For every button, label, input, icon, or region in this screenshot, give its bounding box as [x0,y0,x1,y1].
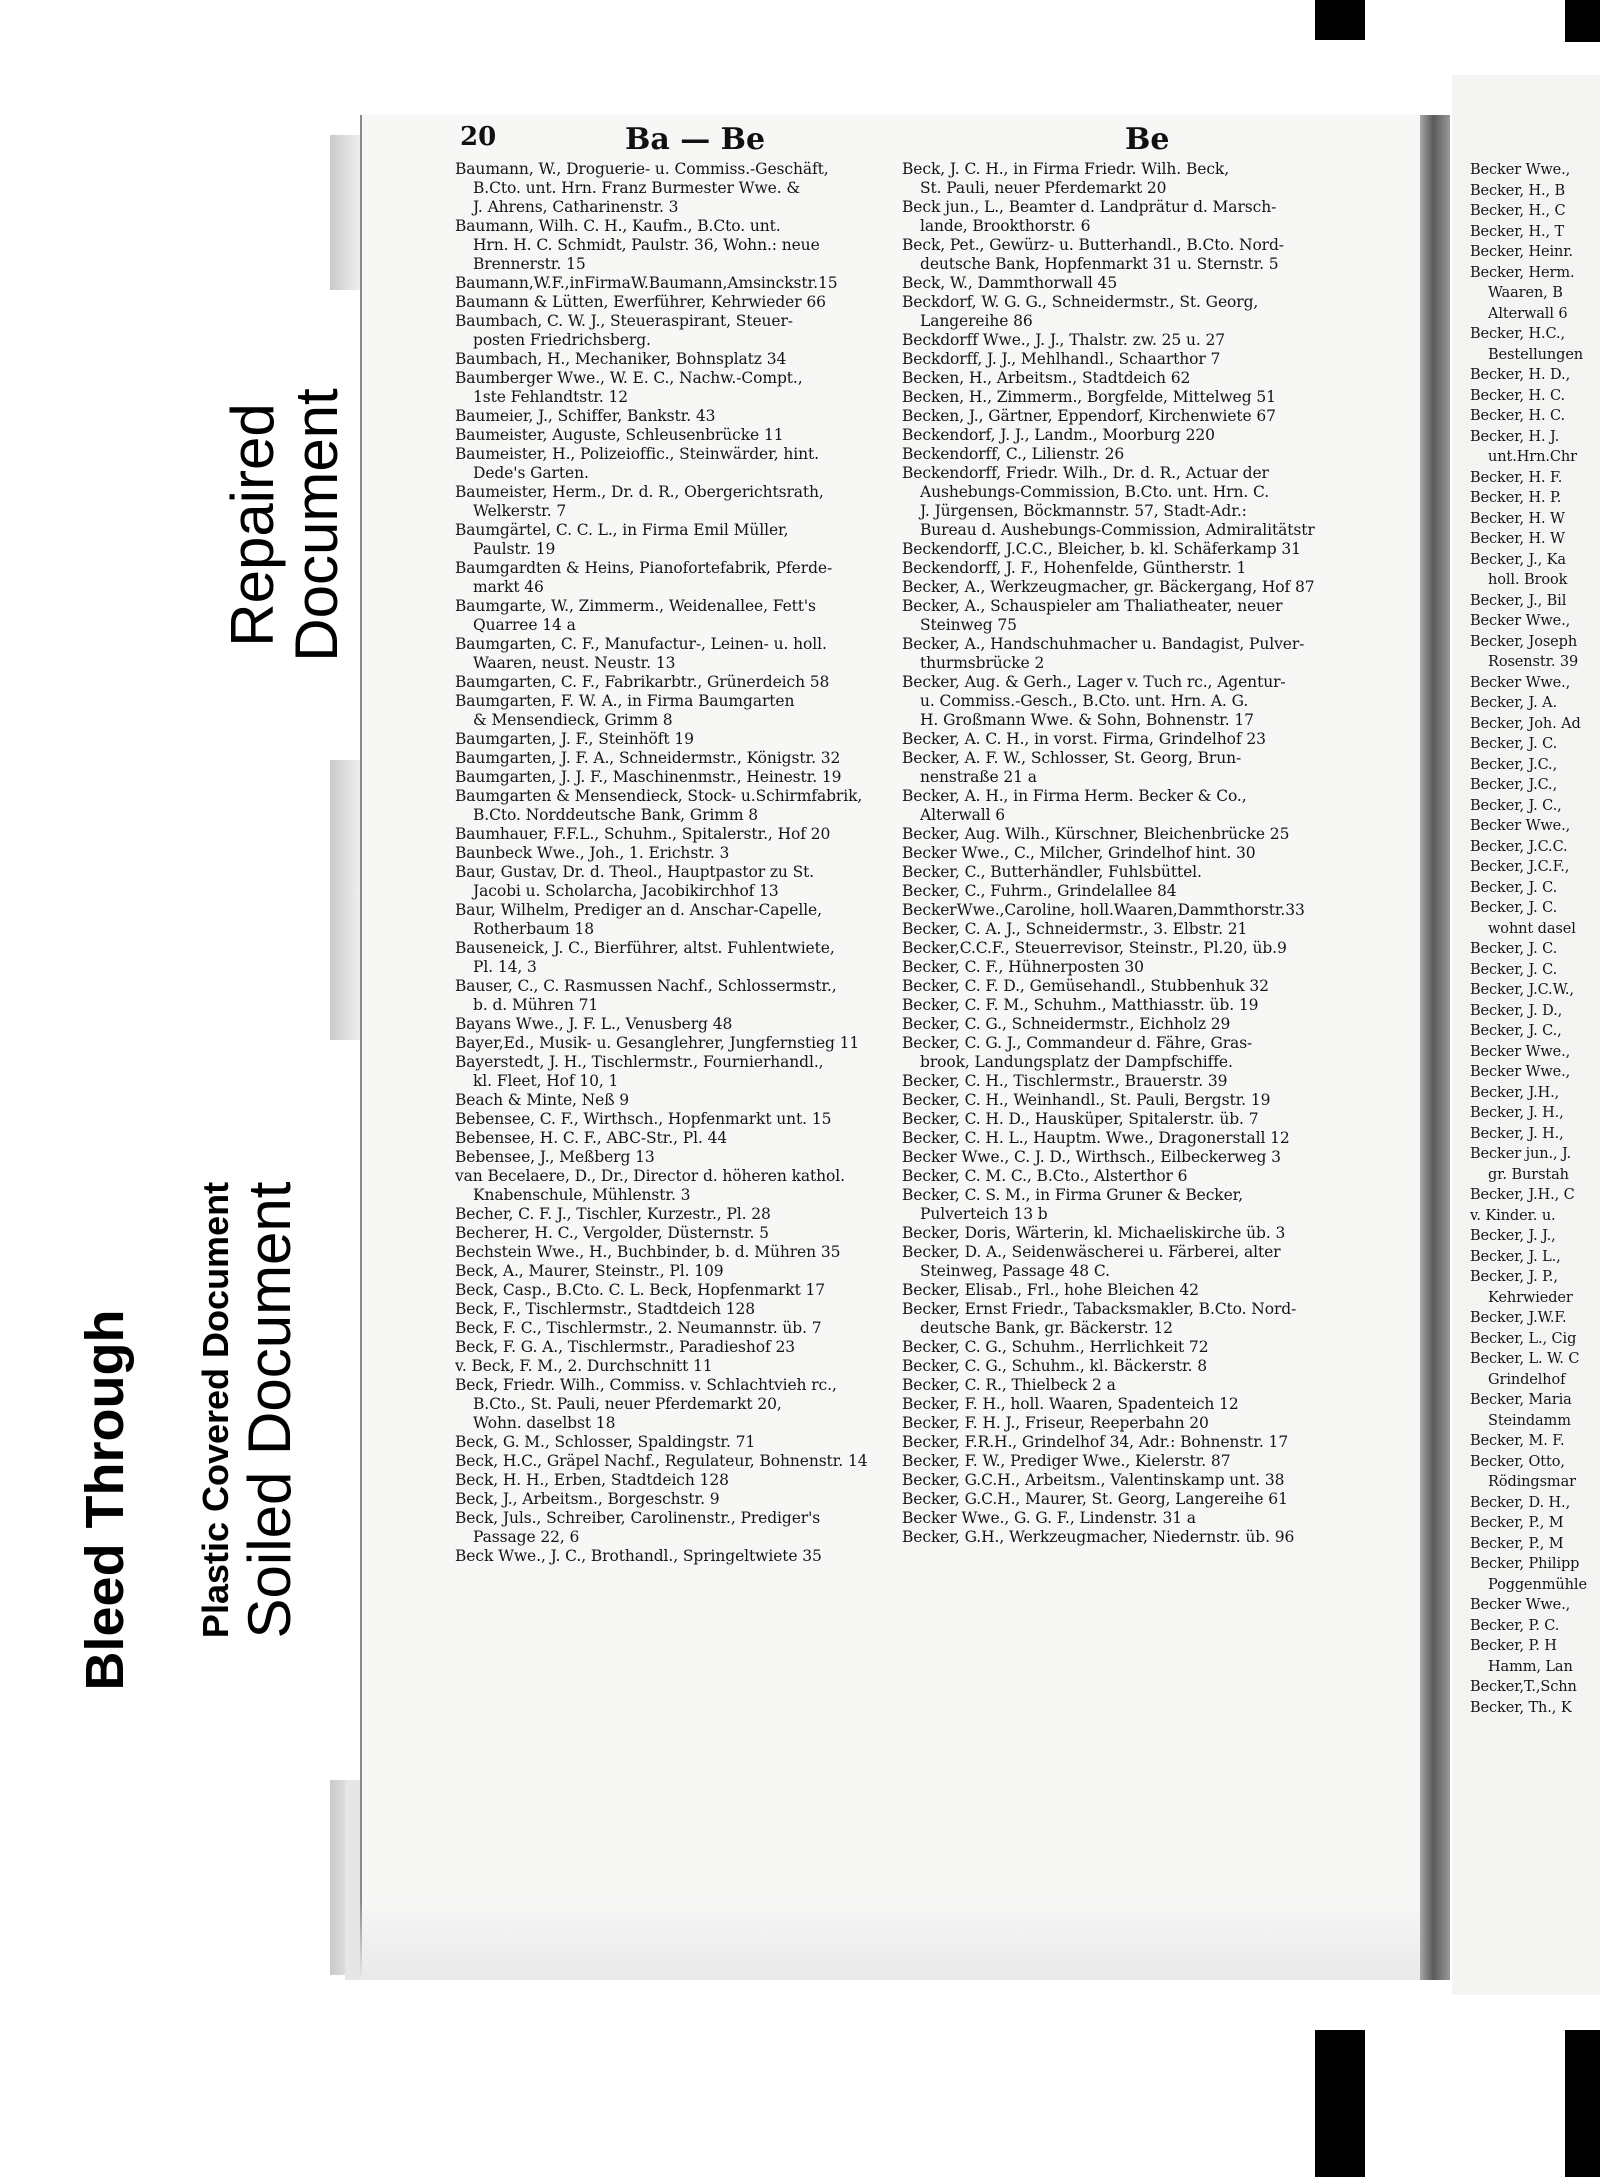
right-column-entry-line: Rosenstr. 39 [1488,654,1579,670]
right-column-entry-line: Becker, H. C. [1470,408,1566,424]
right-column-entry-line: Becker, J. H., [1470,1125,1564,1142]
right-column-entry-line: Poggenmühle [1488,1576,1587,1593]
right-column-entry-line: Becker, Herm. [1470,264,1575,281]
middle-column-entry-line: Becker, C., Fuhrm., Grindelallee 84 [902,882,1177,900]
left-column-entry-line: Baumbach, H., Mechaniker, Bohnsplatz 34 [455,350,787,368]
middle-column-entry-line: Becker, C. M. C., B.Cto., Alsterthor 6 [902,1167,1188,1185]
left-column-entry-line: Rotherbaum 18 [473,920,594,938]
left-column-entry-line: Beck, F., Tischlermstr., Stadtdeich 128 [455,1300,756,1318]
left-column-entry-line: Baumann, W., Droguerie- u. Commiss.-Geschäft, [455,160,829,178]
right-column-entry-line: Bestellungen [1488,346,1584,363]
left-column-entry-line: Hrn. H. C. Schmidt, Paulstr. 36, Wohn.: neue [473,236,820,254]
right-column-entry-line: Becker, J. J., [1470,1228,1556,1244]
middle-column-entry-line: Becker Wwe., G. G. F., Lindenstr. 31 a [902,1509,1196,1527]
left-column-entry-line: Knabenschule, Mühlenstr. 3 [473,1186,691,1204]
middle-column-entry-line: Becker, C. S. M., in Firma Gruner & Becker, [902,1186,1244,1204]
left-column-entry-line: Baumann,W.F.,inFirmaW.Baumann,Amsinckstr.15 [455,274,838,292]
middle-column-entry-line: Becker, C. G., Schuhm., kl. Bäckerstr. 8 [902,1357,1207,1375]
scanner-clip-right-top [1565,0,1600,42]
left-column-entry-line: Baumgarte, W., Zimmerm., Weidenallee, Fett's [455,597,816,615]
middle-column-entry-line: Becker Wwe., C., Milcher, Grindelhof hint. 30 [902,844,1256,862]
middle-column-entry-line: Becker, A., Schauspieler am Thaliatheater, neuer [902,597,1283,615]
middle-column-entry-line: Becker, C. H., Weinhandl., St. Pauli, Bergstr. 19 [902,1091,1271,1109]
left-column-entry-line: Bayans Wwe., J. F. L., Venusberg 48 [455,1015,733,1033]
left-column-entry-line: Dede's Garten. [473,464,589,482]
right-column-entry-line: Becker, J. L., [1470,1248,1561,1265]
left-column-entry-line: Baumeister, Herm., Dr. d. R., Obergerichtsrath, [455,483,824,501]
right-column-entry-line: Becker, H. F. [1470,469,1563,486]
middle-column-entry-line: Beck, W., Dammthorwall 45 [902,274,1118,292]
left-column-entry-line: Beck, H.C., Gräpel Nachf., Regulateur, Bohnenstr. 14 [455,1452,868,1470]
right-column-entry-line: Becker, J.H., C [1470,1187,1575,1203]
left-column-entry-line: Baumgarten, F. W. A., in Firma Baumgarten [455,692,795,710]
right-column-entry-line: Becker, J., Ka [1470,551,1566,568]
left-column-entry-line: Beck, A., Maurer, Steinstr., Pl. 109 [455,1262,724,1280]
right-column-entry-line: Becker, J.C.C. [1470,838,1568,855]
right-column-entry-line: Becker, Maria [1470,1392,1572,1408]
right-column-entry-line: Becker, J. C. [1470,961,1558,978]
middle-column-entry-line: Becker,C.C.F., Steuerrevisor, Steinstr., Pl.20, üb.9 [902,939,1287,957]
right-column-entry-line: Becker, J.W.F. [1470,1310,1567,1326]
middle-column-entry-line: Beckendorf, J. J., Landm., Moorburg 220 [902,426,1215,444]
middle-column-entry-line: Becker, G.C.H., Arbeitsm., Valentinskamp unt. 38 [902,1471,1285,1489]
left-column-entry-line: Bebensee, C. F., Wirthsch., Hopfenmarkt unt. 15 [455,1110,832,1128]
right-column-entry-line: Becker Wwe., [1470,674,1571,691]
middle-column-entry-line: Becker, C. F. D., Gemüsehandl., Stubbenhuk 32 [902,977,1269,995]
right-column-entry-line: Becker, Th., K [1470,1699,1572,1716]
middle-column-entry-line: nenstraße 21 a [920,768,1037,786]
left-column-entry-line: Bauser, C., C. Rasmussen Nachf., Schlossermstr., [455,977,837,995]
left-column-entry-line: Welkerstr. 7 [473,502,567,520]
right-column-entry-line: Becker, P. C. [1470,1617,1560,1634]
middle-column-entry-line: Becker Wwe., C. J. D., Wirthsch., Eilbeckerweg 3 [902,1148,1281,1166]
right-column-entry-line: Alterwall 6 [1488,305,1568,322]
left-column-entry-line: v. Beck, F. M., 2. Durchschnitt 11 [455,1357,713,1375]
right-column-entry-line: Becker, Joseph [1470,633,1578,650]
left-column-entry-line: Becher, C. F. J., Tischler, Kurzestr., Pl. 28 [455,1205,771,1223]
middle-column-entry-line: u. Commiss.-Gesch., B.Cto. unt. Hrn. A. G. [920,692,1249,710]
right-column-entry-line: Becker, J.H., [1470,1084,1560,1101]
middle-column-entry-line: Becker, C. H. D., Hausküper, Spitalerstr. üb. 7 [902,1110,1259,1128]
middle-column-entry-line: deutsche Bank, gr. Bäckerstr. 12 [920,1319,1173,1337]
left-column-entry-line: Beck, Casp., B.Cto. C. L. Beck, Hopfenmarkt 17 [455,1281,826,1299]
directory-column-middle [902,160,1367,1547]
left-column-entry-line: J. Ahrens, Catharinenstr. 3 [473,198,679,216]
page-bottom-fade [360,1900,1425,1980]
middle-column-entry-line: Becker, F. H. J., Friseur, Reeperbahn 20 [902,1414,1209,1432]
left-column-entry-line: b. d. Mühren 71 [473,996,599,1014]
middle-column-entry-line: Becker, C. H. L., Hauptm. Wwe., Dragonerstall 12 [902,1129,1290,1147]
middle-column-entry-line: Becker, D. A., Seidenwäscherei u. Färberei, alter [902,1243,1281,1261]
left-column-entry-line: Baumgarten & Mensendieck, Stock- u.Schirmfabrik, [455,787,863,805]
left-column-entry-line: Beck Wwe., J. C., Brothandl., Springeltwiete 35 [455,1547,822,1565]
middle-column-entry-line: J. Jürgensen, Böckmannstr. 57, Stadt-Adr.: [920,502,1247,520]
left-column-entry-line: Beck, H. H., Erben, Stadtdeich 128 [455,1471,729,1489]
bleed-through-label [55,1210,155,1790]
left-column-entry-line: Bauseneick, J. C., Bierführer, altst. Fuhlentwiete, [455,939,835,957]
left-column-entry-line: van Becelaere, D., Dr., Director d. höheren kathol. [455,1167,845,1185]
repaired-label-line-1: Repaired [219,403,286,647]
right-column-entry-line: Becker Wwe., [1470,162,1571,178]
right-column-entry-line: Grindelhof [1488,1371,1566,1388]
middle-column-entry-line: Becker, Aug. & Gerh., Lager v. Tuch rc., Agentur- [902,673,1286,691]
middle-column-entry-line: Becker, C., Butterhändler, Fuhlsbüttel. [902,863,1202,881]
left-column-entry-line: Baumgardten & Heins, Pianofortefabrik, Pferde- [455,559,833,577]
middle-column-entry-line: thurmsbrücke 2 [920,654,1045,672]
right-column-entry-line: Becker, J.C.F., [1470,859,1570,875]
right-column-entry-line: Becker, D. H., [1470,1494,1571,1511]
left-column-entry-line: Baumann, Wilh. C. H., Kaufm., B.Cto. unt. [455,217,781,235]
left-column-entry-line: Baur, Wilhelm, Prediger an d. Anschar-Capelle, [455,901,822,919]
bleed-through-text: Bleed Through [75,1309,135,1691]
right-column-entry-line: Kehrwieder [1488,1289,1573,1306]
directory-column-right [1470,160,1595,1718]
middle-column-entry-line: Beckdorff, J. J., Mehlhandl., Schaarthor 7 [902,350,1221,368]
repaired-document-label [210,290,360,760]
middle-column-entry-line: Becken, J., Gärtner, Eppendorf, Kirchenwiete 67 [902,407,1276,425]
middle-column-entry-line: brook, Landungsplatz der Dampfschiffe. [920,1053,1233,1071]
middle-column-entry-line: Beckendorff, J. F., Hohenfelde, Güntherstr. 1 [902,559,1247,577]
left-column-entry-line: Bebensee, H. C. F., ABC-Str., Pl. 44 [455,1129,728,1147]
right-column-entry-line: v. Kinder. u. [1470,1207,1556,1224]
middle-column-entry-line: Becker, F.R.H., Grindelhof 34, Adr.: Bohnenstr. 17 [902,1433,1289,1451]
right-column-entry-line: Becker, P., M [1470,1535,1564,1552]
left-column-entry-line: Beck, Juls., Schreiber, Carolinenstr., Prediger's [455,1509,821,1527]
right-column-entry-line: Becker, L. W. C [1470,1351,1580,1367]
left-column-entry-line: Waaren, neust. Neustr. 13 [473,654,676,672]
right-column-entry-line: Becker, M. F. [1470,1433,1565,1449]
right-column-entry-line: Hamm, Lan [1488,1658,1573,1675]
middle-column-entry-line: Becker, A., Handschuhmacher u. Bandagist, Pulver- [902,635,1305,653]
right-column-entry-line: Waaren, B [1488,285,1563,301]
right-column-entry-line: Becker jun., J. [1470,1146,1572,1162]
left-column-entry-line: Pl. 14, 3 [473,958,537,976]
left-column-entry-line: kl. Fleet, Hof 10, 1 [473,1072,619,1090]
page-number: 20 [460,122,497,152]
left-column-entry-line: Baumgarten, J. J. F., Maschinenmstr., Heinestr. 19 [455,768,842,786]
right-column-entry-line: Becker, H. P. [1470,490,1562,506]
right-column-entry-line: Becker, H., C [1470,203,1566,219]
left-column-entry-line: Baumbach, C. W. J., Steueraspirant, Steuer- [455,312,793,330]
middle-column-entry-line: Becken, H., Zimmerm., Borgfelde, Mittelweg 51 [902,388,1276,406]
left-column-entry-line: Baumgarten, C. F., Fabrikarbtr., Grünerdeich 58 [455,673,830,691]
left-column-entry-line: Bechstein Wwe., H., Buchbinder, b. d. Mühren 35 [455,1243,841,1261]
middle-column-entry-line: Alterwall 6 [920,806,1006,824]
right-column-entry-line: Becker, P., M [1470,1515,1564,1531]
middle-column-entry-line: Beckdorff Wwe., J. J., Thalstr. zw. 25 u. 27 [902,331,1226,349]
left-column-entry-line: Baumgarten, J. F. A., Schneidermstr., Königstr. 32 [455,749,841,767]
right-column-entry-line: Becker,T.,Schn [1470,1679,1577,1695]
left-column-entry-line: Beck, J., Arbeitsm., Borgeschstr. 9 [455,1490,720,1508]
scanner-clip-bottom [1315,2030,1365,2177]
right-column-entry-line: Becker, Heinr. [1470,244,1574,260]
middle-column-entry-line: lande, Brookthorstr. 6 [920,217,1091,235]
repaired-label-line-2: Document [283,388,350,662]
right-column-entry-line: Steindamm [1488,1412,1571,1429]
left-column-entry-line: posten Friedrichsberg. [473,331,651,349]
right-column-entry-line: Becker Wwe., [1470,1597,1571,1613]
middle-column-entry-line: Pulverteich 13 b [920,1205,1048,1223]
right-column-entry-line: Becker, Joh. Ad [1470,715,1581,732]
right-column-entry-line: Becker, J. D., [1470,1002,1563,1019]
middle-column-entry-line: Bureau d. Aushebungs-Commission, Admiralitätstr [920,521,1315,539]
middle-column-entry-line: St. Pauli, neuer Pferdemarkt 20 [920,179,1167,197]
right-column-entry-line: Becker, H., B [1470,182,1566,199]
right-column-entry-line: Becker, J. C. [1470,900,1558,916]
middle-column-entry-line: Becker, C. G., Schneidermstr., Eichholz 29 [902,1015,1231,1033]
right-column-entry-line: gr. Burstah [1488,1166,1569,1183]
middle-column-entry-line: Becker, A. C. H., in vorst. Firma, Grindelhof 23 [902,730,1266,748]
middle-column-entry-line: Beck, Pet., Gewürz- u. Butterhandl., B.Cto. Nord- [902,236,1284,254]
middle-column-entry-line: Becker, Ernst Friedr., Tabacksmakler, B.Cto. Nord- [902,1300,1297,1318]
middle-column-entry-line: Steinweg 75 [920,616,1017,634]
left-column-entry-line: Beck, G. M., Schlosser, Spaldingstr. 71 [455,1433,756,1451]
right-column-entry-line: Becker Wwe., [1470,1043,1571,1060]
middle-column-entry-line: Becker, Doris, Wärterin, kl. Michaeliskirche üb. 3 [902,1224,1286,1242]
running-head-left: Ba — Be [625,122,766,157]
left-column-entry-line: Baumgarten, C. F., Manufactur-, Leinen- u. holl. [455,635,827,653]
right-column-entry-line: Becker, J. C. [1470,736,1558,752]
right-column-entry-line: unt.Hrn.Chr [1488,449,1577,465]
middle-column-entry-line: H. Großmann Wwe. & Sohn, Bohnenstr. 17 [920,711,1254,729]
left-column-entry-line: Baumgärtel, C. C. L., in Firma Emil Müller, [455,521,789,539]
middle-column-entry-line: Becker, Aug. Wilh., Kürschner, Bleichenbrücke 25 [902,825,1290,843]
left-column-entry-line: Bebensee, J., Meßberg 13 [455,1148,655,1166]
right-column-entry-line: Becker, Philipp [1470,1556,1580,1572]
middle-column-entry-line: Beckendorff, J.C.C., Bleicher, b. kl. Schäferkamp 31 [902,540,1301,558]
left-column-entry-line: Beck, F. G. A., Tischlermstr., Paradieshof 23 [455,1338,795,1356]
right-column-entry-line: Becker, J. C. [1470,879,1558,896]
right-column-entry-line: Becker, H. W [1470,531,1565,547]
left-column-entry-line: Baumgarten, J. F., Steinhöft 19 [455,730,694,748]
left-column-entry-line: Baumeister, Auguste, Schleusenbrücke 11 [455,426,784,444]
left-column-entry-line: Baumberger Wwe., W. E. C., Nachw.-Compt., [455,369,803,387]
scanner-clip-top [1315,0,1365,40]
middle-column-entry-line: Aushebungs-Commission, B.Cto. unt. Hrn. C. [920,483,1270,501]
middle-column-entry-line: Beckdorf, W. G. G., Schneidermstr., St. Georg, [902,293,1259,311]
right-column-entry-line: Becker, J. A. [1470,695,1557,711]
right-column-entry-line: Becker, J.C., [1470,777,1558,793]
right-column-entry-line: Becker, H., T [1470,223,1565,240]
left-column-entry-line: Baumhauer, F.F.L., Schuhm., Spitalerstr., Hof 20 [455,825,831,843]
right-column-entry-line: Becker, J. C., [1470,1023,1562,1039]
right-column-entry-line: Becker, H. C. [1470,387,1566,404]
right-column-entry-line: Becker Wwe., [1470,613,1571,629]
middle-column-entry-line: Beck jun., L., Beamter d. Landprätur d. Marsch- [902,198,1277,216]
middle-column-entry-line: Becker, C. H., Tischlermstr., Brauerstr. 39 [902,1072,1228,1090]
middle-column-entry-line: Becker, G.C.H., Maurer, St. Georg, Langereihe 61 [902,1490,1288,1508]
left-column-entry-line: Bayerstedt, J. H., Tischlermstr., Fournierhandl., [455,1053,824,1071]
right-column-entry-line: Becker, J. C. [1470,941,1558,957]
left-column-entry-line: Baunbeck Wwe., Joh., 1. Erichstr. 3 [455,844,730,862]
middle-column-entry-line: Beckendorff, C., Lilienstr. 26 [902,445,1125,463]
left-column-entry-line: B.Cto. Norddeutsche Bank, Grimm 8 [473,806,759,824]
scanner-clip-right-bottom [1565,2030,1600,2177]
left-column-entry-line: 1ste Fehlandtstr. 12 [473,388,629,406]
middle-column-entry-line: Becker, C. G. J., Commandeur d. Fähre, Gras- [902,1034,1253,1052]
middle-column-entry-line: Becker, C. G., Schuhm., Herrlichkeit 72 [902,1338,1209,1356]
middle-column-entry-line: Becker, C. A. J., Schneidermstr., 3. Elbstr. 21 [902,920,1248,938]
left-column-entry-line: Wohn. daselbst 18 [473,1414,616,1432]
left-column-entry-line: Passage 22, 6 [473,1528,580,1546]
middle-column-entry-line: Becker, A. H., in Firma Herm. Becker & Co., [902,787,1247,805]
middle-column-entry-line: Steinweg, Passage 48 C. [920,1262,1110,1280]
left-column-entry-line: Bayer,Ed., Musik- u. Gesanglehrer, Jungfernstieg 11 [455,1034,860,1052]
middle-column-entry-line: Becker, A., Werkzeugmacher, gr. Bäckergang, Hof 87 [902,578,1315,596]
left-column-entry-line: Paulstr. 19 [473,540,556,558]
left-column-entry-line: Baumeister, H., Polizeioffic., Steinwärder, hint. [455,445,819,463]
right-column-entry-line: Becker, P. H [1470,1638,1557,1654]
right-column-entry-line: Becker, H. D., [1470,367,1571,383]
right-column-entry-line: wohnt dasel [1488,920,1576,937]
left-column-entry-line: Beck, Friedr. Wilh., Commiss. v. Schlachtvieh rc., [455,1376,837,1394]
right-column-entry-line: Becker, H. W [1470,510,1565,527]
right-column-entry-line: Becker, J. C., [1470,797,1562,814]
left-column-entry-line: markt 46 [473,578,544,596]
middle-column-entry-line: Becker, A. F. W., Schlosser, St. Georg, Brun- [902,749,1242,767]
middle-column-entry-line: deutsche Bank, Hopfenmarkt 31 u. Sternstr. 5 [920,255,1279,273]
running-head-right: Be [1125,122,1170,157]
middle-column-entry-line: Becker, C. R., Thielbeck 2 a [902,1376,1116,1394]
middle-column-entry-line: Becker, C. F., Hühnerposten 30 [902,958,1144,976]
left-column-entry-line: Baumann & Lütten, Ewerführer, Kehrwieder 66 [455,293,826,311]
right-column-entry-line: holl. Brook [1488,572,1568,588]
left-column-entry-line: Becherer, H. C., Vergolder, Düsternstr. 5 [455,1224,769,1242]
middle-column-entry-line: Becker, F. W., Prediger Wwe., Kielerstr. 87 [902,1452,1231,1470]
right-column-entry-line: Becker, J., Bil [1470,592,1567,609]
middle-column-entry-line: Becker, C. F. M., Schuhm., Matthiasstr. üb. 19 [902,996,1259,1014]
plastic-covered-label: Plastic Covered Document [195,1181,236,1639]
middle-column-entry-line: Beck, J. C. H., in Firma Friedr. Wilh. Beck, [902,160,1230,178]
left-column-entry-line: & Mensendieck, Grimm 8 [473,711,673,729]
soiled-document-label [140,1040,360,1780]
right-column-entry-line: Becker, H. J. [1470,428,1560,445]
left-column-entry-line: Beck, F. C., Tischlermstr., 2. Neumannstr. üb. 7 [455,1319,822,1337]
right-column-entry-line: Becker, H.C., [1470,326,1566,342]
left-column-entry-line: B.Cto. unt. Hrn. Franz Burmester Wwe. & [473,179,801,197]
left-column-entry-line: Brennerstr. 15 [473,255,586,273]
middle-column-entry-line: Langereihe 86 [920,312,1033,330]
left-column-entry-line: Beach & Minte, Neß 9 [455,1091,630,1109]
directory-column-left [455,160,905,1566]
right-column-entry-line: Becker Wwe., [1470,1064,1571,1080]
middle-column-entry-line: Becken, H., Arbeitsm., Stadtdeich 62 [902,369,1191,387]
middle-column-entry-line: BeckerWwe.,Caroline, holl.Waaren,Dammthorstr.33 [902,901,1305,919]
right-column-entry-line: Becker, J. P., [1470,1269,1558,1285]
left-column-entry-line: Jacobi u. Scholarcha, Jacobikirchhof 13 [473,882,779,900]
left-column-entry-line: Quarree 14 a [473,616,576,634]
right-column-entry-line: Becker, J.C., [1470,756,1558,773]
right-column-entry-line: Becker Wwe., [1470,818,1571,834]
right-column-entry-line: Rödingsmar [1488,1474,1576,1490]
soiled-label: Soiled Document [236,1181,303,1639]
right-column-entry-line: Becker, L., Cig [1470,1330,1577,1347]
left-column-entry-line: Baumeier, J., Schiffer, Bankstr. 43 [455,407,716,425]
right-column-entry-line: Becker, J. H., [1470,1105,1564,1121]
middle-column-entry-line: Becker, Elisab., Frl., hohe Bleichen 42 [902,1281,1199,1299]
book-gutter [1420,115,1450,1980]
left-column-entry-line: B.Cto., St. Pauli, neuer Pferdemarkt 20, [473,1395,782,1413]
right-column-entry-line: Becker, Otto, [1470,1453,1565,1470]
left-column-entry-line: Baur, Gustav, Dr. d. Theol., Hauptpastor zu St. [455,863,815,881]
middle-column-entry-line: Becker, G.H., Werkzeugmacher, Niedernstr. üb. 96 [902,1528,1295,1546]
middle-column-entry-line: Becker, F. H., holl. Waaren, Spadenteich 12 [902,1395,1239,1413]
middle-column-entry-line: Beckendorff, Friedr. Wilh., Dr. d. R., Actuar der [902,464,1269,482]
right-column-entry-line: Becker, J.C.W., [1470,982,1574,998]
